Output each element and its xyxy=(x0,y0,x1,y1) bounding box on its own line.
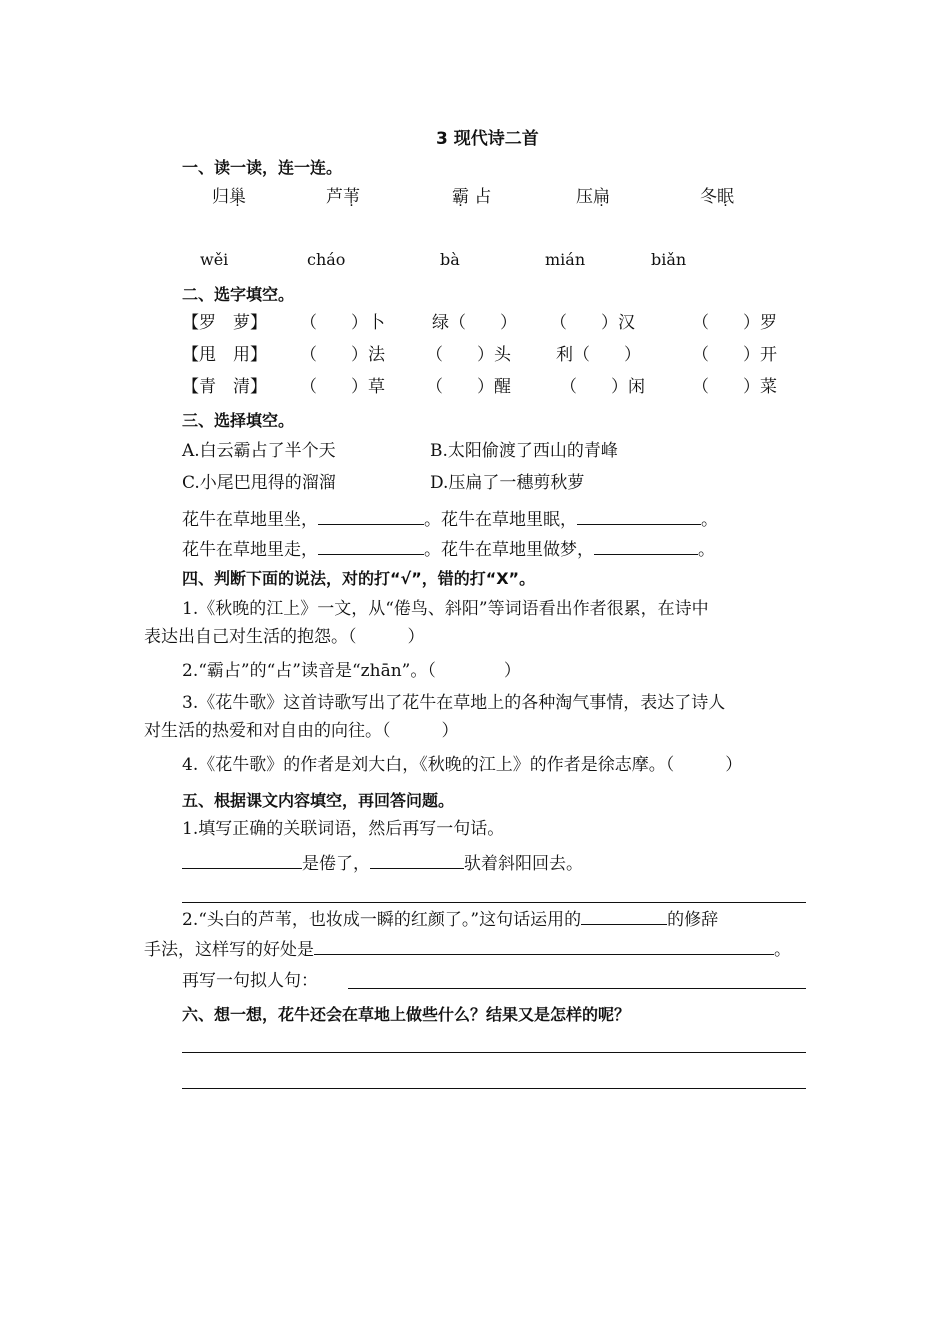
row2-item3: 利（ ） xyxy=(556,345,641,365)
blank[interactable] xyxy=(318,506,424,525)
s5-q2-line1: 2.“头白的芦苇，也妆成一瞬的红颜了。”这句话运用的 的修辞 xyxy=(182,906,718,931)
row3-item4: （ ）菜 xyxy=(692,377,777,397)
page-title: 3 现代诗二首 xyxy=(436,129,539,149)
row2-item2: （ ）头 xyxy=(426,345,511,365)
option-d: D.压扁了一穗剪秋萝 xyxy=(430,473,585,493)
word-1: 归巢 xyxy=(212,187,246,207)
pinyin-1: wěi xyxy=(200,250,229,269)
pinyin-4: mián xyxy=(545,250,586,269)
s5-q3: 再写一句拟人句： xyxy=(182,971,318,991)
section1-heading: 一、读一读，连一连。 xyxy=(182,158,343,177)
row3-item1: （ ）草 xyxy=(300,377,385,397)
answer-line[interactable] xyxy=(182,1052,806,1053)
section6-heading: 六、想一想，花牛还会在草地上做些什么？结果又是怎样的呢？ xyxy=(182,1005,631,1024)
pinyin-5: biǎn xyxy=(651,250,687,269)
section5-heading: 五、根据课文内容填空，再回答问题。 xyxy=(182,791,455,810)
blank[interactable] xyxy=(318,536,424,555)
judge-q3-line2: 对生活的热爱和对自由的向往。（ ） xyxy=(144,721,459,741)
judge-q4: 4.《花牛歌》的作者是刘大白，《秋晚的江上》的作者是徐志摩。（ ） xyxy=(182,755,743,775)
blank[interactable] xyxy=(594,536,698,555)
section2-heading: 二、选字填空。 xyxy=(182,285,295,304)
blank[interactable] xyxy=(314,936,774,955)
word-2: 芦苇 xyxy=(326,187,360,207)
pinyin-3: bà xyxy=(440,250,460,269)
blank[interactable] xyxy=(577,506,701,525)
row3-item2: （ ）醒 xyxy=(426,377,511,397)
row1-item1: （ ）卜 xyxy=(300,313,385,333)
judge-q2: 2.“霸占”的“占”读音是“zhān”。（ ） xyxy=(182,661,521,681)
row2-item1: （ ）法 xyxy=(300,345,385,365)
answer-line[interactable] xyxy=(348,988,806,989)
option-b: B.太阳偷渡了西山的青峰 xyxy=(430,441,618,461)
s5-q2-line2: 手法，这样写的好处是 。 xyxy=(144,936,791,961)
blank[interactable] xyxy=(370,850,464,869)
row3-label: 【青 清】 xyxy=(182,377,267,397)
judge-q1-line1: 1.《秋晚的江上》一文，从“倦鸟、斜阳”等词语看出作者很累，在诗中 xyxy=(182,599,709,619)
fill-line-2: 花牛在草地里走， 。花牛在草地里做梦， 。 xyxy=(182,536,715,561)
row3-item3: （ ）闲 xyxy=(560,377,645,397)
section3-heading: 三、选择填空。 xyxy=(182,411,295,430)
s5-q1: 1.填写正确的关联词语，然后再写一句话。 xyxy=(182,819,505,839)
blank[interactable] xyxy=(182,850,302,869)
judge-q1-line2: 表达出自己对生活的抱怨。（ ） xyxy=(144,627,425,647)
pinyin-2: cháo xyxy=(307,250,346,269)
word-5: 冬眠 xyxy=(700,187,734,207)
judge-q3-line1: 3.《花牛歌》这首诗歌写出了花牛在草地上的各种淘气事情，表达了诗人 xyxy=(182,693,726,713)
answer-line[interactable] xyxy=(182,1088,806,1089)
word-4: 压扁 xyxy=(576,187,610,207)
row1-item4: （ ）罗 xyxy=(692,313,777,333)
option-a: A.白云霸占了半个天 xyxy=(182,441,336,461)
row1-item3: （ ）汉 xyxy=(550,313,635,333)
word-3: 霸 占 xyxy=(452,187,492,207)
s5-q1-fill: 是倦了， 驮着斜阳回去。 xyxy=(182,850,583,875)
fill-line-1: 花牛在草地里坐， 。花牛在草地里眠， 。 xyxy=(182,506,718,531)
blank[interactable] xyxy=(581,906,667,925)
section4-heading: 四、判断下面的说法，对的打“√”，错的打“X”。 xyxy=(182,569,536,588)
row2-label: 【甩 用】 xyxy=(182,345,267,365)
answer-line[interactable] xyxy=(182,902,806,903)
row1-item2: 绿（ ） xyxy=(432,313,517,333)
row2-item4: （ ）开 xyxy=(692,345,777,365)
row1-label: 【罗 萝】 xyxy=(182,313,267,333)
option-c: C.小尾巴甩得的溜溜 xyxy=(182,473,336,493)
